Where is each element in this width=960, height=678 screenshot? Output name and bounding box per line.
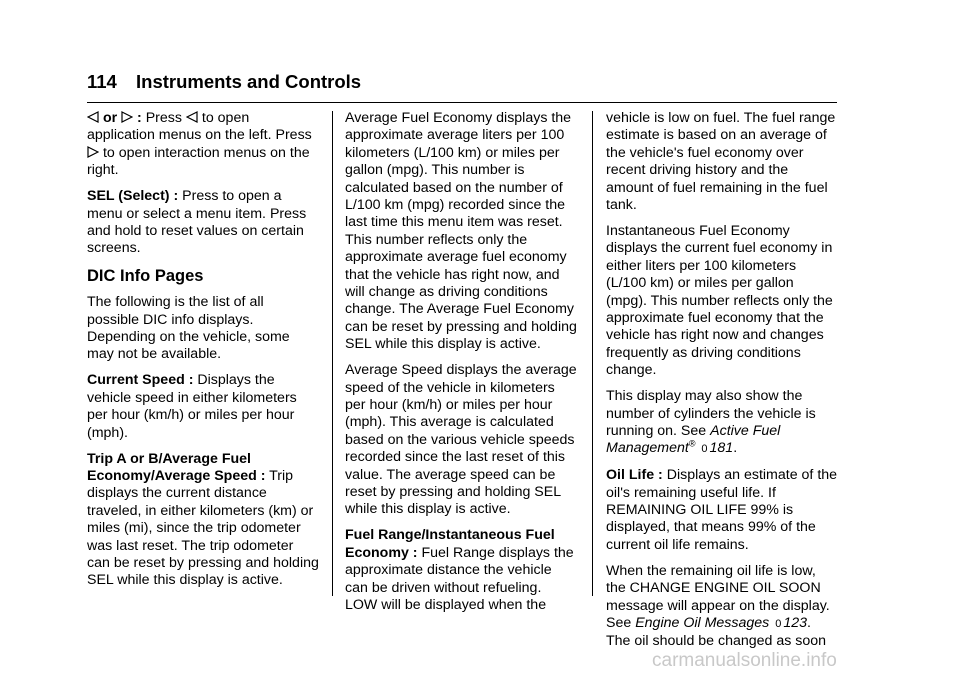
page-ref-arrow-icon: 0 [701,443,708,456]
avg-speed-paragraph: Average Speed displays the average speed of the vehicle in kilometers per hour (km/h) or miles per hour (mph). This average is calculated based on the various vehicle speeds recorded since the last reset of this value. The average speed can be reset by pressing and holding SEL while this display is active. [345,362,577,518]
trip-text: Trip displays the current distance traveled, in either kilometers (km) or miles (mi), since the trip odometer was last reset. The trip odometer can be reset by pressing and holding SEL while this display is active. [87,467,319,589]
engine-oil-messages-link[interactable]: Engine Oil Messages [635,614,770,631]
colon-text: : [133,110,142,126]
column-1 [87,110,319,598]
oil-low-paragraph: When the remaining oil life is low, the CHANGE ENGINE OIL SOON message will appear on the display. See Engine Oil Messages 0 123. The oil should be changed as soon [606,562,830,650]
page-ref-arrow-icon: 0 [775,617,782,630]
navigation-buttons-entry [87,110,319,180]
trip-label: Trip A or B/Average Fuel Economy/Average Speed : [87,450,266,484]
trip-entry [87,451,319,590]
oil-low-text: When the remaining oil life is low, the CHANGE ENGINE OIL SOON message will appear on the display. See [606,562,830,631]
column-3 [606,110,838,659]
column-2 [345,110,577,623]
current-speed-entry [87,372,319,442]
right-triangle-icon [87,146,99,158]
left-triangle-icon [87,111,99,123]
section-title: Instruments and Controls [136,71,362,92]
engine-oil-page-ref[interactable]: 123 [783,614,808,631]
avg-fuel-economy-paragraph: Average Fuel Economy displays the approximate average liters per 100 kilometers (L/100 km) or miles per gallon (mpg). This number is calculated based on the number of L/100 km (mpg) recorded since the last time this menu item was reset. This number reflects only the approximate average fuel economy that the vehicle has right now, and will change as driving conditions change. The Average Fuel Economy can be reset by pressing and holding SEL while this display is active. [345,110,577,353]
watermark: carmanualsonline.info [652,650,837,671]
registered-mark: ® [688,438,696,449]
afm-link[interactable]: Active Fuel Management [606,422,781,457]
oil-life-label: Oil Life : [606,467,663,484]
sel-text: Press to open a menu or select a menu item. Press and hold to reset values on certain screens. [87,188,307,257]
intro-paragraph: The following is the list of all possible DIC info displays. Depending on the vehicle, some may not be available. [87,294,290,363]
cylinders-paragraph: This display may also show the number of cylinders the vehicle is running on. See Active Fuel Management® 0 181. [606,388,816,457]
oil-life-text: Displays an estimate of the oil's remaining useful life. If REMAINING OIL LIFE 99% is displayed, that means 99% of the current oil life remains. [606,467,838,553]
current-speed-text: Displays the vehicle speed in either kilometers per hour (km/h) or miles per hour (mph). [87,372,297,441]
page-header [87,71,361,93]
right-triangle-icon [121,111,133,123]
section-heading: DIC Info Pages [87,267,204,286]
cylinders-text: This display may also show the number of cylinders the vehicle is running on. See [606,388,816,439]
afm-page-ref[interactable]: 181 [709,440,734,457]
oil-change-text: The oil should be changed as soon [606,633,827,650]
left-triangle-icon [186,111,198,123]
sel-label: SEL (Select) : [87,188,179,205]
press-text: Press [145,110,182,126]
oil-life-entry [606,467,838,554]
header-rule [87,102,837,103]
instant-fuel-paragraph: Instantaneous Fuel Economy displays the current fuel economy in either liters per 100 kilometers (L/100 km) or miles per gallon (mpg). This number reflects only the approximate fuel economy that the vehicle has right now and changes frequently as driving conditions change. [606,222,833,379]
column-divider [592,111,593,596]
fuel-range-text: Fuel Range displays the approximate distance the vehicle can be driven without refueling. LOW will be displayed when the [345,544,574,613]
fuel-range-label: Fuel Range/Instantaneous Fuel Economy : [345,527,555,561]
column-divider [332,111,333,596]
current-speed-label: Current Speed : [87,372,194,389]
or-text: or [102,110,118,126]
lead-text-1: to open application menus on the left. Press [87,110,312,144]
fuel-range-continued: vehicle is low on fuel. The fuel range estimate is based on an average of the vehicle's fuel economy over recent driving history and the amount of fuel remaining in the fuel tank. [606,110,836,214]
fuel-range-entry [345,527,577,614]
sel-entry [87,188,319,258]
page-number: 114 [87,71,117,92]
lead-text-2: to open interaction menus on the right. [87,144,310,179]
